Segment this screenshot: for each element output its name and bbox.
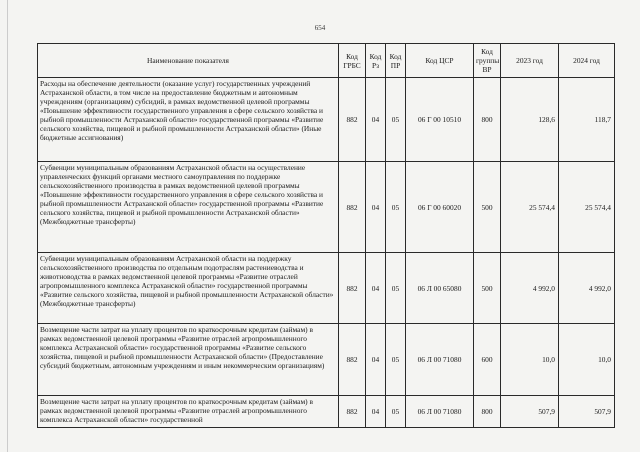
row-name: Субвенции муниципальным образованиям Астраханской области на поддержку сельскохозяйственного производства по отдельным подотраслям растениеводства и животноводства в рамках ведомственной целевой программы «Развитие отраслей агропромышленного комплекса Астраханской области» государственной программы «Развитие сельского хозяйства, пищевой и рыбной промышленности Астраханской области» (Межбюджетные трансферты) [38, 253, 339, 324]
header-vr: Код группы ВР [474, 44, 501, 78]
header-2024: 2024 год [559, 44, 615, 78]
row-2024: 10,0 [559, 324, 615, 396]
row-2024: 25 574,4 [559, 162, 615, 253]
table-header-row [38, 44, 615, 78]
row-2023: 507,9 [501, 396, 559, 428]
row-name: Расходы на обеспечение деятельности (оказание услуг) государственных учреждений Астраханской области, в том числе на предоставление бюджетным и автономным учреждениям (организациям) субсидий, в рамках ведомственной целевой программы «Повышение эффективности государственного управления в сфере сельского хозяйства и рыбной промышленности Астраханской области» государственной программы «Развитие сельского хозяйства, пищевой и рыбной промышленности Астраханской области» (Иные бюджетные ассигнования) [38, 78, 339, 162]
row-2024: 4 992,0 [559, 253, 615, 324]
row-name: Субвенции муниципальным образованиям Астраханской области на осуществление управленческих функций органами местного самоуправления по поддержке сельскохозяйственного производства в рамках ведомственной целевой программы «Повышение эффективности государственного управления в сфере сельского хозяйства и рыбной промышленности Астраханской области» государственной программы «Развитие сельского хозяйства, пищевой и рыбной промышленности Астраханской области» (Межбюджетные трансферты) [38, 162, 339, 253]
row-vr: 800 [474, 396, 501, 428]
row-name: Возмещение части затрат на уплату процентов по краткосрочным кредитам (займам) в рамках ведомственной целевой программы «Развитие отраслей агропромышленного комплекса Астраханской области» государственной программы «Развитие сельского хозяйства, пищевой и рыбной промышленности Астраханской области» (Предоставление субсидий бюджетным, автономным учреждениям и иным некоммерческим организациям) [38, 324, 339, 396]
row-csr: 06 Г 00 10510 [406, 78, 474, 162]
row-rz: 04 [366, 324, 386, 396]
row-2023: 128,6 [501, 78, 559, 162]
row-2024: 507,9 [559, 396, 615, 428]
header-rz: Код Рз [366, 44, 386, 78]
table-row [38, 324, 615, 396]
page-number: 654 [314, 24, 326, 32]
header-csr: Код ЦСР [406, 44, 474, 78]
header-grbs: Код ГРБС [339, 44, 366, 78]
table-row [38, 78, 615, 162]
header-name: Наименование показателя [38, 44, 339, 78]
row-rz: 04 [366, 253, 386, 324]
table-row [38, 396, 615, 428]
row-name: Возмещение части затрат на уплату процентов по краткосрочным кредитам (займам) в рамках ведомственной целевой программы «Развитие отраслей агропромышленного комплекса Астраханской области» государственной [38, 396, 339, 428]
row-csr: 06 Л 00 71080 [406, 324, 474, 396]
row-grbs: 882 [339, 162, 366, 253]
page-fold-line [7, 0, 8, 452]
row-grbs: 882 [339, 78, 366, 162]
header-pr: Код ПР [386, 44, 406, 78]
row-rz: 04 [366, 396, 386, 428]
row-pr: 05 [386, 162, 406, 253]
row-2023: 25 574,4 [501, 162, 559, 253]
row-grbs: 882 [339, 253, 366, 324]
row-vr: 500 [474, 162, 501, 253]
row-rz: 04 [366, 78, 386, 162]
row-rz: 04 [366, 162, 386, 253]
row-2023: 4 992,0 [501, 253, 559, 324]
row-vr: 600 [474, 324, 501, 396]
row-csr: 06 Л 00 65080 [406, 253, 474, 324]
row-grbs: 882 [339, 324, 366, 396]
row-vr: 800 [474, 78, 501, 162]
row-pr: 05 [386, 253, 406, 324]
row-pr: 05 [386, 78, 406, 162]
row-csr: 06 Л 00 71080 [406, 396, 474, 428]
row-csr: 06 Г 00 60020 [406, 162, 474, 253]
table-row [38, 162, 615, 253]
header-2023: 2023 год [501, 44, 559, 78]
budget-table [37, 43, 615, 428]
row-2024: 118,7 [559, 78, 615, 162]
row-grbs: 882 [339, 396, 366, 428]
row-pr: 05 [386, 324, 406, 396]
row-pr: 05 [386, 396, 406, 428]
table-row [38, 253, 615, 324]
row-2023: 10,0 [501, 324, 559, 396]
row-vr: 500 [474, 253, 501, 324]
